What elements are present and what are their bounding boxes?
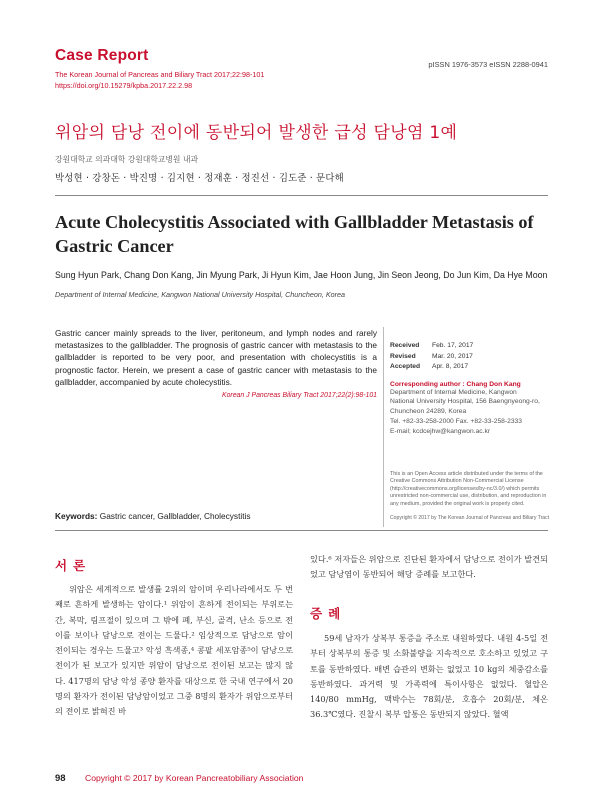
english-authors: Sung Hyun Park, Chang Don Kang, Jin Myung Park, Ji Hyun Kim, Jae Hoon Jung, Jin Seon Jeong, Do Jun Kim, Da Hye Moon — [55, 270, 548, 280]
footer-copyright: Copyright © 2017 by Korean Pancreatobiliary Association — [85, 773, 304, 783]
keywords-label: Keywords: — [55, 511, 98, 521]
column-divider — [383, 327, 384, 527]
email[interactable]: E-mail; kcdcejhw@kangwon.ac.kr — [390, 427, 491, 435]
date-revised: Revised Mar. 20, 2017 — [390, 352, 473, 360]
page-number: 98 — [55, 773, 66, 784]
section-heading-intro: 서론 — [55, 558, 92, 573]
korean-title: 위암의 담낭 전이에 동반되어 발생한 급성 담낭염 1예 — [55, 123, 458, 143]
date-received: Received Feb. 17, 2017 — [390, 342, 474, 349]
doi-link[interactable]: https://doi.org/10.15279/kpba.2017.22.2.98 — [55, 81, 193, 90]
korean-affiliation: 강원대학교 의과대학 강원대학교병원 내과 — [55, 155, 199, 164]
divider — [55, 195, 548, 196]
journal-citation: The Korean Journal of Pancreas and Biliary Tract 2017;22:98-101 — [55, 70, 265, 79]
intro-continuation: 있다.⁶ 저자들은 위암으로 진단된 환자에서 담낭으로 전이가 발견되었고 담낭염이 동반되어 해당 증례를 보고한다. — [310, 554, 548, 580]
section-heading-case: 증례 — [310, 606, 347, 621]
issn: pISSN 1976-3573 eISSN 2288-0941 — [428, 60, 548, 69]
english-title: Acute Cholecystitis Associated with Gallbladder Metastasis of Gastric Cancer — [55, 212, 534, 256]
open-access-notice: This is an Open Access article distributed under the terms of the Creative Commons Attribution Non-Commercial License (http://creativecommons.org/licenses/by-nc/3.0/) which permits unrestricted non-commercial use, distribution, and reproduction in any medium, provided the original work is properly cited. — [390, 471, 547, 507]
keywords-list: Gastric cancer, Gallbladder, Cholecystitis — [99, 511, 251, 521]
case-text: 59세 남자가 상복부 통증을 주소로 내원하였다. 내원 4-5일 전부터 상복부의 통증 및 소화불량을 지속적으로 호소하고 있었고 구토를 동반하였다. 배변 습관의 변화는 없었고 10 kg의 체중감소를 동반하였다. 과거력 및 가족력에 특이사항은 없었다. 혈압은 140/80 mmHg, 맥박수는 78회/분, 호흡수 20회/분, 체온 36.3℃였다. 진찰시 복부 압통은 동반되지 않았다. 혈액 — [310, 633, 548, 720]
article-info-sidebar — [390, 341, 550, 436]
abstract-citation: Korean J Pancreas Biliary Tract 2017;22(2):98-101 — [222, 392, 377, 399]
date-accepted: Accepted Apr. 8, 2017 — [390, 363, 469, 370]
english-affiliation: Department of Internal Medicine, Kangwon National University Hospital, Chuncheon, Korea — [55, 290, 346, 299]
dates-block — [390, 341, 550, 373]
intro-text: 위암은 세계적으로 발생률 2위의 암이며 우리나라에서도 두 번째로 흔하게 발생하는 암이다.¹ 위암이 흔하게 전이되는 부위로는 간, 복막, 림프절이 있으며 그 밖에 폐, 부신, 골격, 난소 등으로 전이를 보이나 담낭으로 전이는 드물다.² 임상적으로 담낭으로 암이 전이되는 경우는 드물고³ 악성 흑색종,⁴ 콩팥 세포암종⁵이 담낭으로 전이가 된 보고가 있지만 위암이 담낭으로 전이된 보고는 많지 않다. 417명의 담낭 악성 종양 환자를 대상으로 한 국내 연구에서 20명의 환자가 전이된 담낭암이었고 그중 8명의 환자가 위암으로부터의 전이로 밝혀진 바 — [55, 584, 293, 717]
sidebar-copyright: Copyright © 2017 by The Korean Journal of Pancreas and Biliary Tract — [390, 515, 550, 521]
article-type-label: Case Report — [55, 47, 149, 64]
divider — [55, 530, 548, 531]
korean-authors: 박성현 · 강창돈 · 박진명 · 김지현 · 정재훈 · 정진선 · 김도준 · 문다해 — [55, 173, 344, 184]
keywords — [55, 511, 251, 521]
corresponding-author-address: Department of Internal Medicine, Kangwon National University Hospital, 156 Baengnyeong-ro, Chuncheon 24289, Korea Tel. +82-33-258-2000 Fax. +82-33-258-2333 E-mail; kcdcejhw@kangwon.ac.kr — [390, 388, 550, 437]
abstract: Gastric cancer mainly spreads to the liver, peritoneum, and lymph nodes and rarely metastasizes to the gallbladder. The prognosis of gastric cancer with metastasis to the gallbladder is reported to be very poor, and presentation with cholecystitis is a prognostic factor. Herein, we present a case of gastric cancer with metastasis to the gallbladder, accompanied by acute cholecystitis. — [55, 328, 377, 387]
corresponding-author-label: Corresponding author : Chang Don Kang — [390, 380, 521, 388]
